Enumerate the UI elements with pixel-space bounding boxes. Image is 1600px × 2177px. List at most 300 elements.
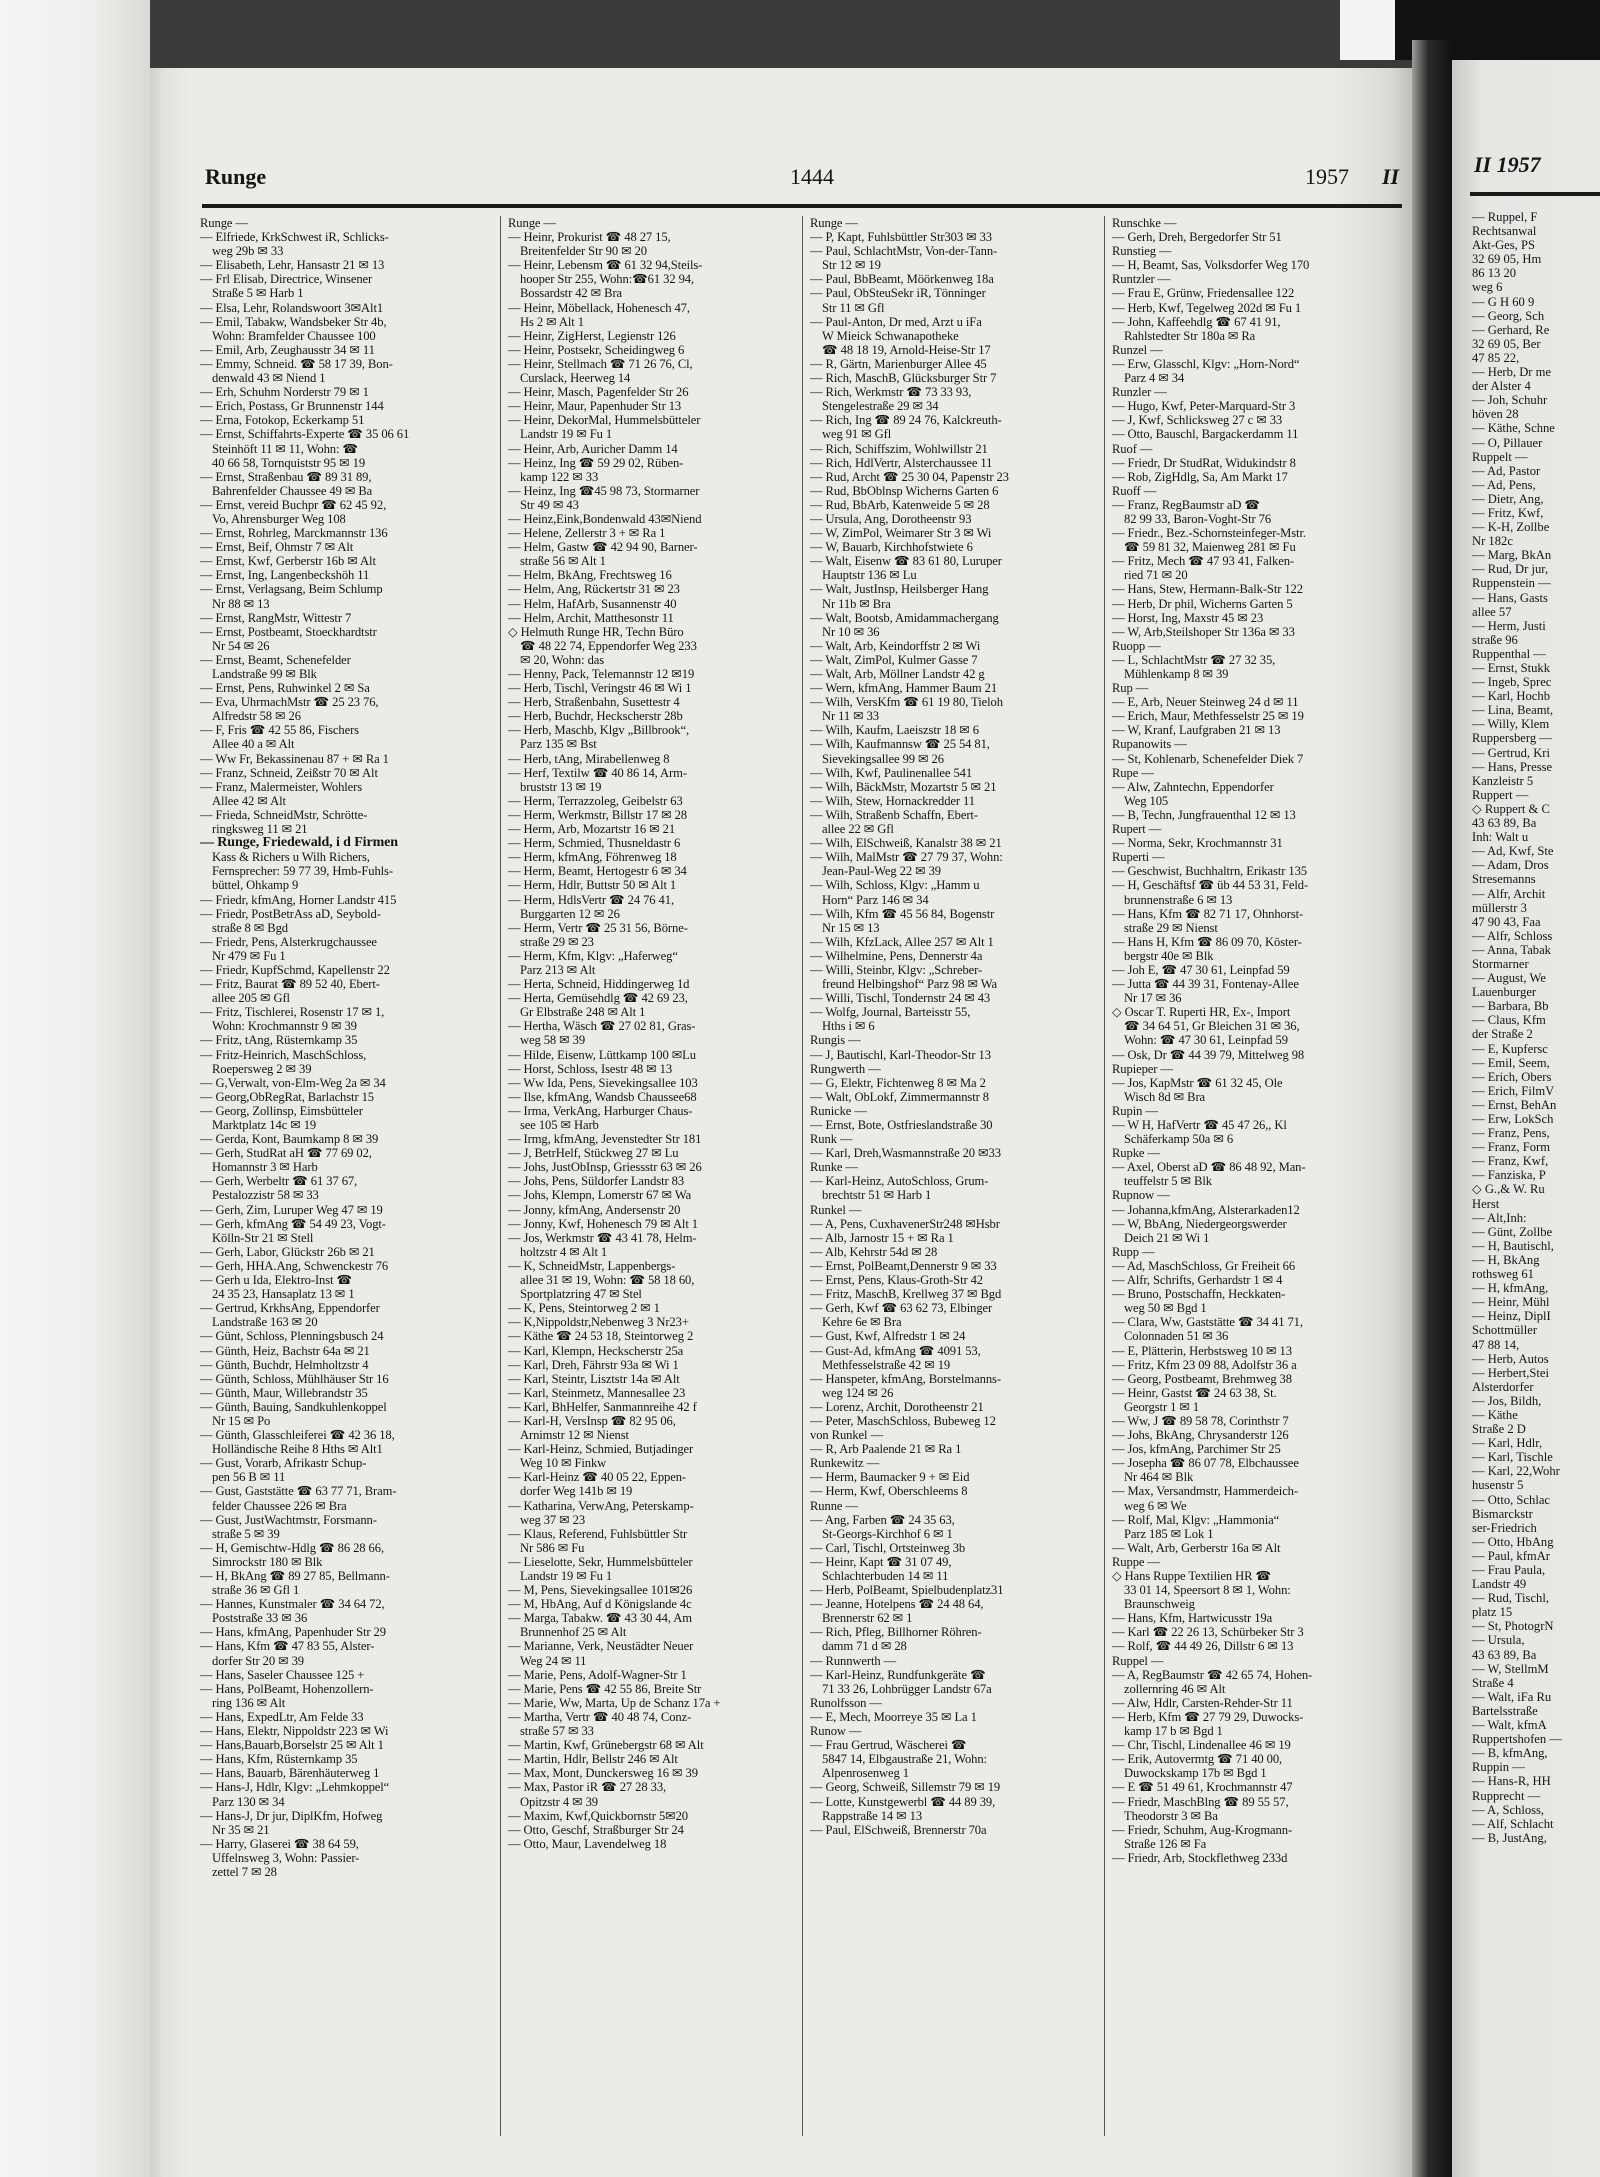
directory-entry-line: — Herf, Textilw ☎ 40 86 14, Arm- bbox=[508, 765, 687, 780]
directory-entry-line: — Ww Fr, Bekassinenau 87 + ✉ Ra 1 bbox=[200, 751, 389, 766]
directory-entry-line: — Lorenz, Archit, Dorotheenstr 21 bbox=[810, 1399, 984, 1414]
directory-entry-line: Kehre 6e ✉ Bra bbox=[822, 1315, 902, 1330]
directory-entry-line: Wohn: Krochmannstr 9 ✉ 39 bbox=[212, 1019, 357, 1034]
directory-entry-line: — Johs, BkAng, Chrysanderstr 126 bbox=[1112, 1428, 1289, 1443]
directory-entry-line: — Wilh, Straßenb Schaffn, Ebert- bbox=[810, 807, 978, 822]
directory-entry-line: — Heinr, Maur, Papenhuder Str 13 bbox=[508, 399, 682, 414]
directory-entry-line: — Hans H, Kfm ☎ 86 09 70, Köster- bbox=[1112, 934, 1302, 949]
facing-entry-line: — A, Schloss, bbox=[1472, 1802, 1545, 1817]
directory-entry-line: — Wilh, BäckMstr, Mozartstr 5 ✉ 21 bbox=[810, 779, 997, 794]
directory-entry-line: ried 71 ✉ 20 bbox=[1124, 568, 1188, 583]
directory-entry-line: — Alw, Zahntechn, Eppendorfer bbox=[1112, 779, 1274, 794]
directory-entry-line: bergstr 40e ✉ Blk bbox=[1124, 948, 1214, 963]
directory-entry-line: — Heinr, Kapt ☎ 31 07 49, bbox=[810, 1554, 952, 1569]
directory-entry-line: Alfredstr 58 ✉ 26 bbox=[212, 709, 301, 724]
facing-entry-line: Bismarckstr bbox=[1472, 1506, 1533, 1521]
directory-entry-line: — Hilde, Eisenw, Lüttkamp 100 ✉Lu bbox=[508, 1047, 696, 1062]
facing-entry-line: — Otto, Schlac bbox=[1472, 1492, 1550, 1507]
directory-entry-line: — Klaus, Referend, Fuhlsbüttler Str bbox=[508, 1526, 688, 1541]
directory-entry-line: Nr 479 ✉ Fu 1 bbox=[212, 948, 286, 963]
directory-entry-line: — Paul, SchlachtMstr, Von-der-Tann- bbox=[810, 244, 998, 259]
directory-entry-line: — Gust, Kwf, Alfredstr 1 ✉ 24 bbox=[810, 1329, 966, 1344]
directory-entry-line: — K,Nippoldstr,Nebenweg 3 Nr23+ bbox=[508, 1315, 689, 1330]
facing-entry-line: — August, We bbox=[1472, 971, 1546, 986]
directory-entry-line: — E, Plätterin, Herbstsweg 10 ✉ 13 bbox=[1112, 1343, 1292, 1358]
directory-entry-line: — L, SchlachtMstr ☎ 27 32 35, bbox=[1112, 652, 1276, 667]
directory-entry-line: — Günth, Schloss, Mühlhäuser Str 16 bbox=[200, 1371, 389, 1386]
facing-entry-line: Stormarner bbox=[1472, 956, 1529, 971]
directory-entry-line: — Fritz, Kfm 23 09 88, Adolfstr 36 a bbox=[1112, 1357, 1297, 1372]
directory-entry-line: Schäferkamp 50a ✉ 6 bbox=[1124, 1132, 1234, 1147]
facing-entry-line: — Rud, Dr jur, bbox=[1472, 562, 1549, 577]
column-divider bbox=[500, 216, 501, 2136]
directory-entry-line: — Marie, Pens ☎ 42 55 86, Breite Str bbox=[508, 1681, 702, 1696]
facing-entry-line: — Käthe, Schne bbox=[1472, 421, 1555, 436]
directory-entry-line: — Walt, Arb, Gerberstr 16a ✉ Alt bbox=[1112, 1540, 1281, 1555]
directory-entry-line: — Gerh, Labor, Glückstr 26b ✉ 21 bbox=[200, 1244, 375, 1259]
facing-entry-line: — Barbara, Bb bbox=[1472, 999, 1549, 1014]
facing-entry-line: — Joh, Schuhr bbox=[1472, 393, 1548, 408]
facing-entry-line: müllerstr 3 bbox=[1472, 900, 1527, 915]
directory-entry-line: — Günth, Maur, Willebrandstr 35 bbox=[200, 1385, 368, 1400]
directory-entry-line: weg 37 ✉ 23 bbox=[520, 1512, 586, 1527]
directory-entry-line: Landstraße 99 ✉ Blk bbox=[212, 667, 317, 681]
directory-entry-line: — Jos, Werkmstr ☎ 43 41 78, Helm- bbox=[508, 1230, 697, 1245]
directory-entry-line: straße 36 ✉ Gfl 1 bbox=[212, 1583, 300, 1598]
facing-entry-line: — Alf, Schlacht bbox=[1472, 1816, 1554, 1831]
facing-entry-line: — Hans-R, HH bbox=[1472, 1774, 1551, 1789]
directory-entry-line: — Hannes, Kunstmaler ☎ 34 64 72, bbox=[200, 1597, 385, 1612]
directory-entry-line: Parz 4 ✉ 34 bbox=[1124, 371, 1185, 386]
directory-entry-line: — Helm, HafArb, Susannenstr 40 bbox=[508, 596, 677, 611]
directory-entry-line: — Hugo, Kwf, Peter-Marquard-Str 3 bbox=[1112, 399, 1296, 414]
directory-entry-line: — Friedr, Schuhm, Aug-Krogmann- bbox=[1112, 1822, 1293, 1837]
directory-entry-line: Nr 11b ✉ Bra bbox=[822, 596, 891, 611]
directory-entry-line: Kass & Richers u Wilh Richers, bbox=[212, 850, 370, 865]
directory-entry-line: — Wilh, Kwf, Paulinenallee 541 bbox=[810, 765, 973, 780]
facing-entry-line: — Ernst, BehAn bbox=[1472, 1097, 1557, 1112]
directory-entry-line: — Alb, Kehrstr 54d ✉ 28 bbox=[810, 1244, 938, 1259]
directory-entry-line: — Max, Versandmstr, Hammerdeich- bbox=[1112, 1484, 1298, 1499]
facing-entry-line: — H, Bautischl, bbox=[1472, 1238, 1554, 1253]
directory-entry-line: Allee 42 ✉ Alt bbox=[212, 793, 286, 808]
directory-entry-line: — Hans, Saseler Chaussee 125 + bbox=[200, 1667, 365, 1682]
facing-entry-line: — Herm, Justi bbox=[1472, 618, 1546, 633]
directory-entry-line: Hs 2 ✉ Alt 1 bbox=[520, 314, 584, 329]
directory-entry-line: Mühlenkamp 8 ✉ 39 bbox=[1124, 667, 1229, 681]
directory-entry-line: — Walt, Arb, Keindorffstr 2 ✉ Wi bbox=[810, 638, 981, 653]
directory-entry-line: — Jos, KapMstr ☎ 61 32 45, Ole bbox=[1112, 1075, 1283, 1090]
facing-entry-line: — Herb, Dr me bbox=[1472, 365, 1552, 380]
directory-entry-line: — Johs, JustObInsp, Griessstr 63 ✉ 26 bbox=[508, 1160, 702, 1175]
facing-entry-line: Ruppin — bbox=[1472, 1760, 1525, 1775]
directory-entry-line: — Martin, Kwf, Grünebergstr 68 ✉ Alt bbox=[508, 1738, 704, 1753]
directory-column-3 bbox=[810, 216, 1102, 1837]
directory-entry-line: — Georg, Zollinsp, Eimsbütteler bbox=[200, 1103, 363, 1118]
directory-entry-line: — Friedr, MaschBlng ☎ 89 55 57, bbox=[1112, 1794, 1289, 1809]
directory-entry-line: Fernsprecher: 59 77 39, Hmb-Fuhls- bbox=[212, 864, 393, 879]
directory-entry-line: Jean-Paul-Weg 22 ✉ 39 bbox=[822, 864, 942, 879]
directory-entry-line: — W, Arb,Steilshoper Str 136a ✉ 33 bbox=[1112, 624, 1295, 639]
facing-entry-line: Rechtsanwal bbox=[1472, 224, 1537, 239]
directory-entry-line: — Gust-Ad, kfmAng ☎ 4091 53, bbox=[810, 1343, 981, 1358]
directory-entry-line: — Walt, JustInsp, Heilsberger Hang bbox=[810, 582, 989, 597]
directory-entry-line: Homannstr 3 ✉ Harb bbox=[212, 1160, 318, 1175]
directory-entry-line: — Martha, Vertr ☎ 40 48 74, Conz- bbox=[508, 1709, 692, 1724]
directory-entry-line: Pestalozzistr 58 ✉ 33 bbox=[212, 1188, 319, 1203]
directory-entry-line: — Marga, Tabakw. ☎ 43 30 44, Am bbox=[508, 1611, 692, 1626]
directory-entry-line: Parz 135 ✉ Bst bbox=[520, 737, 597, 752]
facing-entry-line: Alsterdorfer bbox=[1472, 1379, 1534, 1394]
directory-entry-line: — Gust, Vorarb, Afrikastr Schup- bbox=[200, 1456, 367, 1471]
directory-entry-line: — Wilh, Kaufm, Laeiszstr 18 ✉ 6 bbox=[810, 723, 980, 738]
facing-entry-line: Nr 182c bbox=[1472, 534, 1513, 549]
directory-entry-line: Runschke — bbox=[1112, 216, 1177, 230]
facing-entry-line: — W, StellmM bbox=[1472, 1661, 1549, 1676]
directory-entry-line: straße 29 ✉ Nienst bbox=[1124, 920, 1218, 935]
directory-column-4 bbox=[1112, 216, 1404, 1865]
directory-entry-line: Wohn: Bramfelder Chaussee 100 bbox=[212, 328, 376, 343]
directory-entry-line: — Ang, Farben ☎ 24 35 63, bbox=[810, 1512, 955, 1527]
facing-entry-line: 32 69 05, Hm bbox=[1472, 252, 1542, 267]
directory-entry-line: — Karl-Heinz, AutoSchloss, Grum- bbox=[810, 1174, 989, 1189]
facing-entry-line: — Ernst, Stukk bbox=[1472, 661, 1551, 675]
directory-entry-line: — Irma, VerkAng, Harburger Chaus- bbox=[508, 1103, 693, 1118]
directory-entry-line: — Rich, Ing ☎ 89 24 76, Kalckreuth- bbox=[810, 413, 1002, 428]
directory-entry-line: — Runnwerth — bbox=[810, 1653, 897, 1668]
directory-entry-line: — W, ZimPol, Weimarer Str 3 ✉ Wi bbox=[810, 526, 992, 541]
directory-entry-line: Sievekingsallee 99 ✉ 26 bbox=[822, 751, 944, 766]
directory-entry-line: kamp 17 b ✉ Bgd 1 bbox=[1124, 1724, 1223, 1739]
facing-entry-line: der Alster 4 bbox=[1472, 379, 1531, 394]
directory-entry-line: — Hans, Elektr, Nippoldstr 223 ✉ Wi bbox=[200, 1724, 389, 1739]
directory-entry-line: — Rud, Archt ☎ 25 30 04, Papenstr 23 bbox=[810, 469, 1009, 484]
directory-entry-line: von Runkel — bbox=[810, 1428, 883, 1443]
directory-entry-line: Runicke — bbox=[810, 1103, 867, 1118]
facing-entry-line: — Frau Paula, bbox=[1472, 1563, 1546, 1577]
directory-entry-line: Rup — bbox=[1112, 681, 1149, 696]
directory-entry-line: — Karl, Dreh, Fährstr 93a ✉ Wi 1 bbox=[508, 1357, 679, 1372]
facing-entry-line: — Erw, LokSch bbox=[1472, 1112, 1554, 1126]
directory-entry-line: — Wilh, MalMstr ☎ 27 79 37, Wohn: bbox=[810, 850, 1003, 865]
directory-entry-line: — Walt, ObLokf, Zimmermannstr 8 bbox=[810, 1089, 989, 1104]
facing-entry-line: — Karl, Tischle bbox=[1472, 1450, 1553, 1465]
directory-entry-line: ☎ 48 18 19, Arnold-Heise-Str 17 bbox=[822, 342, 991, 357]
directory-entry-line: — Herm, HdlsVertr ☎ 24 76 41, bbox=[508, 892, 674, 907]
directory-entry-line: Ruperti — bbox=[1112, 850, 1165, 865]
directory-entry-line: hooper Str 255, Wohn:☎61 32 94, bbox=[520, 272, 695, 287]
directory-entry-line: — Wilh, ElSchweiß, Kanalstr 38 ✉ 21 bbox=[810, 836, 1002, 851]
directory-entry-line: Runkewitz — bbox=[810, 1456, 880, 1471]
directory-entry-line: — Herm, Terrazzoleg, Geibelstr 63 bbox=[508, 793, 683, 808]
directory-entry-line: — Frau E, Grünw, Friedensallee 122 bbox=[1112, 286, 1295, 301]
directory-entry-line: 24 35 23, Hansaplatz 13 ✉ 1 bbox=[212, 1287, 355, 1302]
directory-entry-line: — Wilhelmine, Pens, Dennerstr 4a bbox=[810, 948, 983, 963]
column-divider bbox=[802, 216, 803, 2136]
directory-entry-line: — Gust, JustWachtmstr, Forsmann- bbox=[200, 1512, 377, 1527]
directory-entry-line: — G, Elektr, Fichtenweg 8 ✉ Ma 2 bbox=[810, 1075, 986, 1090]
directory-entry-line: zettel 7 ✉ 28 bbox=[212, 1864, 277, 1879]
directory-entry-line: — Horst, Schloss, Isestr 48 ✉ 13 bbox=[508, 1061, 673, 1076]
facing-entry-line: rothsweg 61 bbox=[1472, 1267, 1534, 1282]
facing-entry-line: Kanzleistr 5 bbox=[1472, 773, 1534, 788]
facing-entry-line: ser-Friedrich bbox=[1472, 1520, 1537, 1535]
directory-entry-line: — Runge, Friedewald, i d Firmen bbox=[200, 836, 398, 851]
directory-entry-line: — Ernst, RangMstr, Wittestr 7 bbox=[200, 610, 352, 625]
facing-entry-line: — Gerhard, Re bbox=[1472, 322, 1550, 337]
facing-entry-line: Ruppersberg — bbox=[1472, 731, 1552, 746]
directory-entry-line: — Günth, Bauing, Sandkuhlenkoppel bbox=[200, 1399, 387, 1414]
directory-entry-line: — G,Verwalt, von-Elm-Weg 2a ✉ 34 bbox=[200, 1075, 386, 1090]
directory-entry-line: — Ernst, Bote, Ostfrieslandstraße 30 bbox=[810, 1118, 993, 1132]
directory-entry-line: Landstr 19 ✉ Fu 1 bbox=[520, 427, 613, 442]
directory-entry-line: Ruppel — bbox=[1112, 1653, 1164, 1668]
directory-entry-line: — Hans, ExpedLtr, Am Felde 33 bbox=[200, 1709, 364, 1724]
facing-entry-line: — Paul, kfmAr bbox=[1472, 1548, 1551, 1563]
directory-entry-line: Horn“ Parz 146 ✉ 34 bbox=[822, 892, 929, 907]
directory-entry-line: Runne — bbox=[810, 1498, 858, 1513]
directory-page bbox=[150, 68, 1412, 2177]
directory-entry-line: damm 71 d ✉ 28 bbox=[822, 1639, 907, 1654]
directory-entry-line: — Alb, Jarnostr 15 + ✉ Ra 1 bbox=[810, 1230, 954, 1245]
directory-entry-line: — F, Fris ☎ 42 55 86, Fischers bbox=[200, 723, 359, 738]
directory-entry-line: — A, Pens, CuxhavenerStr248 ✉Hsbr bbox=[810, 1216, 1000, 1231]
directory-entry-line: St-Georgs-Kirchhof 6 ✉ 1 bbox=[822, 1526, 953, 1541]
directory-entry-line: Parz 213 ✉ Alt bbox=[520, 962, 596, 977]
directory-entry-line: — Norma, Sekr, Krochmannstr 31 bbox=[1112, 836, 1283, 851]
directory-entry-line: Runzler — bbox=[1112, 385, 1167, 400]
directory-entry-line: Runkel — bbox=[810, 1202, 862, 1217]
directory-entry-line: ☎ 59 81 32, Maienweg 281 ✉ Fu bbox=[1124, 540, 1296, 555]
directory-entry-line: — Alw, Hdlr, Carsten-Rehder-Str 11 bbox=[1112, 1695, 1293, 1710]
facing-entry-line: Ruppert — bbox=[1472, 787, 1529, 802]
directory-entry-line: Kölln-Str 21 ✉ Stell bbox=[212, 1230, 314, 1245]
directory-entry-line: weg 124 ✉ 26 bbox=[822, 1385, 894, 1400]
directory-entry-line: Uffelnsweg 3, Wohn: Passier- bbox=[212, 1850, 360, 1865]
directory-entry-line: Bahrenfelder Chaussee 49 ✉ Ba bbox=[212, 483, 373, 498]
facing-entry-line: — Ursula, bbox=[1472, 1633, 1525, 1648]
directory-entry-line: — Walt, Arb, Möllner Landstr 42 g bbox=[810, 667, 985, 681]
directory-entry-line: — Herb, tAng, Mirabellenweg 8 bbox=[508, 751, 670, 766]
directory-entry-line: — Paul-Anton, Dr med, Arzt u iFa bbox=[810, 314, 982, 329]
facing-entry-line: 47 90 43, Faa bbox=[1472, 914, 1541, 929]
directory-entry-line: — H, Geschäftsf ☎ üb 44 53 31, Feld- bbox=[1112, 878, 1309, 893]
directory-entry-line: — Geschwist, Buchhaltrn, Erikastr 135 bbox=[1112, 864, 1307, 879]
directory-entry-line: — Max, Pastor iR ☎ 27 28 33, bbox=[508, 1780, 667, 1795]
directory-entry-line: — Herb, Kfm ☎ 27 79 29, Duwocks- bbox=[1112, 1709, 1304, 1724]
directory-entry-line: see 105 ✉ Harb bbox=[520, 1118, 599, 1132]
directory-entry-line: — Erw, Glasschl, Klgv: „Horn-Nord“ bbox=[1112, 356, 1300, 371]
facing-entry-line: — K-H, Zollbe bbox=[1472, 520, 1550, 535]
directory-entry-line: — Fritz, MaschB, Krellweg 37 ✉ Bgd bbox=[810, 1287, 1002, 1302]
directory-entry-line: — Herm, Schmied, Thusneldastr 6 bbox=[508, 836, 681, 851]
directory-entry-line: — Hans, Kfm ☎ 47 83 55, Alster- bbox=[200, 1639, 375, 1654]
directory-entry-line: — Ernst, Pens, Ruhwinkel 2 ✉ Sa bbox=[200, 681, 370, 696]
directory-entry-line: Nr 10 ✉ 36 bbox=[822, 624, 880, 639]
directory-entry-line: — Joh E, ☎ 47 30 61, Leinpfad 59 bbox=[1112, 962, 1290, 977]
facing-entry-line: Ruppertshofen — bbox=[1472, 1732, 1562, 1747]
directory-entry-line: straße 8 ✉ Bgd bbox=[212, 920, 288, 935]
directory-entry-line: — Eva, UhrmachMstr ☎ 25 23 76, bbox=[200, 695, 379, 710]
directory-entry-line: Gr Elbstraße 248 ✉ Alt 1 bbox=[520, 1005, 646, 1020]
directory-entry-line: — Elisabeth, Lehr, Hansastr 21 ✉ 13 bbox=[200, 258, 385, 273]
directory-entry-line: — Ernst, Beif, Ohmstr 7 ✉ Alt bbox=[200, 540, 354, 555]
facing-entry-line: — Karl, Hochb bbox=[1472, 689, 1550, 704]
directory-entry-line: — Gust, Gaststätte ☎ 63 77 71, Bram- bbox=[200, 1484, 397, 1499]
facing-entry-line: — Otto, HbAng bbox=[1472, 1534, 1554, 1549]
directory-entry-line: — Karl, Dreh,Wasmannstraße 20 ✉33 bbox=[810, 1146, 1001, 1161]
facing-entry-line: — Claus, Kfm bbox=[1472, 1013, 1546, 1028]
directory-entry-line: — Herb, Buchdr, Heckscherstr 28b bbox=[508, 709, 683, 724]
facing-entry-line: 47 85 22, bbox=[1472, 350, 1520, 365]
directory-entry-line: ◇ Hans Ruppe Textilien HR ☎ bbox=[1112, 1569, 1272, 1583]
facing-entry-line: — H, kfmAng, bbox=[1472, 1281, 1549, 1296]
facing-entry-line: ◇ Ruppert & C bbox=[1472, 801, 1550, 816]
directory-entry-line: Vo, Ahrensburger Weg 108 bbox=[212, 511, 346, 526]
directory-entry-line: — Georg, Postbeamt, Brehmweg 38 bbox=[1112, 1371, 1292, 1386]
directory-entry-line: — E ☎ 51 49 61, Krochmannstr 47 bbox=[1112, 1780, 1293, 1795]
directory-entry-line: — Ernst, Postbeamt, Stoeckhardtstr bbox=[200, 624, 377, 639]
directory-entry-line: Nr 35 ✉ 21 bbox=[212, 1822, 270, 1837]
directory-entry-line: — Ilse, kfmAng, Wandsb Chaussee68 bbox=[508, 1089, 697, 1104]
directory-entry-line: — Herta, Schneid, Hiddingerweg 1d bbox=[508, 977, 690, 992]
directory-entry-line: Roepersweg 2 ✉ 39 bbox=[212, 1061, 312, 1076]
directory-entry-line: — Horst, Ing, Maxstr 45 ✉ 23 bbox=[1112, 610, 1264, 625]
directory-entry-line: — Friedr, PostBetrAss aD, Seybold- bbox=[200, 906, 381, 921]
facing-entry-line: husenstr 5 bbox=[1472, 1478, 1524, 1493]
directory-entry-line: — Willi, Steinbr, Klgv: „Schreber- bbox=[810, 962, 983, 977]
directory-entry-line: — H, Beamt, Sas, Volksdorfer Weg 170 bbox=[1112, 258, 1310, 273]
directory-entry-line: — Fritz-Heinrich, MaschSchloss, bbox=[200, 1047, 367, 1062]
directory-entry-line: — Rich, MaschB, Glücksburger Str 7 bbox=[810, 371, 997, 386]
directory-entry-line: — Hans,Bauarb,Borselstr 25 ✉ Alt 1 bbox=[200, 1738, 384, 1753]
facing-entry-line: — B, JustAng, bbox=[1472, 1830, 1547, 1845]
facing-entry-line: — Franz, Pens, bbox=[1472, 1126, 1550, 1141]
directory-entry-line: — Fritz, Baurat ☎ 89 52 40, Ebert- bbox=[200, 977, 380, 992]
directory-entry-line: bruststr 13 ✉ 19 bbox=[520, 779, 602, 794]
directory-entry-line: Rupin — bbox=[1112, 1103, 1158, 1118]
directory-entry-line: 82 99 33, Baron-Voght-Str 76 bbox=[1124, 511, 1272, 526]
directory-entry-line: — Günth, Buchdr, Helmholtzstr 4 bbox=[200, 1357, 369, 1372]
directory-entry-line: — Ww, J ☎ 89 58 78, Corinthstr 7 bbox=[1112, 1413, 1289, 1428]
facing-entry-line: — Hans, Gasts bbox=[1472, 590, 1548, 605]
directory-entry-line: 40 66 58, Tornquiststr 95 ✉ 19 bbox=[212, 455, 366, 470]
directory-entry-line: — Walt, Eisenw ☎ 83 61 80, Luruper bbox=[810, 554, 1002, 569]
directory-entry-line: — Franz, RegBaumstr aD ☎ bbox=[1112, 497, 1260, 512]
directory-entry-line: — Herm, Kfm, Klgv: „Haferweg“ bbox=[508, 948, 678, 963]
directory-entry-line: — Fritz, Tischlerei, Rosenstr 17 ✉ 1, bbox=[200, 1005, 385, 1020]
directory-entry-line: — Heinz, Ing ☎ 59 29 02, Rüben- bbox=[508, 455, 684, 470]
directory-column-2 bbox=[508, 216, 800, 1851]
directory-entry-line: — Johs, Pens, Süldorfer Landstr 83 bbox=[508, 1174, 685, 1189]
directory-entry-line: — H, Gemischtw-Hdlg ☎ 86 28 66, bbox=[200, 1540, 384, 1555]
directory-entry-line: — Karl, Steintr, Lisztstr 14a ✉ Alt bbox=[508, 1371, 680, 1386]
directory-entry-line: — Frau Gertrud, Wäscherei ☎ bbox=[810, 1738, 967, 1753]
directory-entry-line: — Karl ☎ 22 26 13, Schürbeker Str 3 bbox=[1112, 1625, 1304, 1640]
directory-entry-line: Nr 586 ✉ Fu bbox=[520, 1540, 585, 1555]
directory-entry-line: — Herm, Beamt, Hertogestr 6 ✉ 34 bbox=[508, 864, 687, 879]
directory-entry-line: — Hans, Stew, Hermann-Balk-Str 122 bbox=[1112, 582, 1303, 597]
directory-entry-line: — Johanna,kfmAng, Alsterarkaden12 bbox=[1112, 1202, 1300, 1217]
directory-entry-line: ringksweg 11 ✉ 21 bbox=[212, 822, 308, 837]
directory-entry-line: Rupieper — bbox=[1112, 1061, 1173, 1076]
directory-entry-line: — Ernst, Straßenbau ☎ 89 31 89, bbox=[200, 469, 372, 484]
facing-entry-line: — Rud, Tischl, bbox=[1472, 1591, 1549, 1606]
facing-entry-line: — Franz, Form bbox=[1472, 1140, 1551, 1155]
directory-entry-line: Runk — bbox=[810, 1132, 853, 1147]
facing-entry-line: 43 63 89, Ba bbox=[1472, 816, 1537, 831]
directory-entry-line: — Emmy, Schneid. ☎ 58 17 39, Bon- bbox=[200, 356, 393, 371]
directory-entry-line: — Wilh, Kaufmannsw ☎ 25 54 81, bbox=[810, 737, 990, 752]
facing-entry-line: — Heinz, DiplI bbox=[1472, 1309, 1551, 1324]
directory-entry-line: — M, HbAng, Auf d Königslande 4c bbox=[508, 1597, 692, 1612]
directory-entry-line: — Walt, ZimPol, Kulmer Gasse 7 bbox=[810, 652, 978, 667]
directory-entry-line: — R, Arb Paalende 21 ✉ Ra 1 bbox=[810, 1442, 962, 1457]
directory-entry-line: Runow — bbox=[810, 1724, 862, 1739]
directory-entry-line: — Gerh, Kwf ☎ 63 62 73, Elbinger bbox=[810, 1301, 993, 1316]
header-rule bbox=[202, 204, 1402, 208]
facing-entry-line: — Erich, FilmV bbox=[1472, 1083, 1555, 1098]
facing-entry-line: Landstr 49 bbox=[1472, 1577, 1527, 1592]
directory-entry-line: — Georg, Schweiß, Sillemstr 79 ✉ 19 bbox=[810, 1780, 1001, 1795]
directory-entry-line: — Heinr, DekorMal, Hummelsbütteler bbox=[508, 413, 701, 428]
directory-entry-line: — Gerh, kfmAng ☎ 54 49 23, Vogt- bbox=[200, 1216, 386, 1231]
directory-entry-line: Landstraße 163 ✉ 20 bbox=[212, 1315, 318, 1330]
directory-entry-line: — Ernst, Schiffahrts-Experte ☎ 35 06 61 bbox=[200, 427, 410, 442]
directory-entry-line: — Gerh, HHA.Ang, Schwenckestr 76 bbox=[200, 1258, 389, 1273]
directory-entry-line: — Wilh, Schloss, Klgv: „Hamm u bbox=[810, 878, 980, 893]
directory-entry-line: — Erik, Autovermtg ☎ 71 40 00, bbox=[1112, 1752, 1283, 1767]
facing-entry-line: — Ingeb, Sprec bbox=[1472, 675, 1552, 690]
directory-entry-line: — Frieda, SchneidMstr, Schrötte- bbox=[200, 807, 368, 822]
directory-entry-line: — Rich, Werkmstr ☎ 73 33 93, bbox=[810, 385, 972, 400]
running-header-name: Runge bbox=[205, 164, 267, 189]
directory-entry-line: — Franz, Schneid, Zeißstr 70 ✉ Alt bbox=[200, 765, 378, 780]
directory-entry-line: — Ad, MaschSchloss, Gr Freiheit 66 bbox=[1112, 1258, 1296, 1273]
directory-entry-line: — Peter, MaschSchloss, Bubeweg 12 bbox=[810, 1413, 996, 1428]
directory-entry-line: pen 56 B ✉ 11 bbox=[212, 1470, 286, 1485]
directory-entry-line: 33 01 14, Speersort 8 ✉ 1, Wohn: bbox=[1124, 1583, 1291, 1598]
directory-entry-line: — Helm, Archit, Matthesonstr 11 bbox=[508, 610, 674, 625]
directory-entry-line: Runzel — bbox=[1112, 342, 1163, 357]
directory-entry-line: — Ww Ida, Pens, Sievekingsallee 103 bbox=[508, 1075, 698, 1090]
facing-entry-line: — Ruppel, F bbox=[1472, 210, 1538, 224]
directory-entry-line: Braunschweig bbox=[1124, 1597, 1195, 1612]
facing-page-rule bbox=[1470, 192, 1600, 196]
facing-entry-line: Straße 4 bbox=[1472, 1675, 1514, 1690]
directory-entry-line: Hauptstr 136 ✉ Lu bbox=[822, 568, 917, 583]
directory-entry-line: — Frl Elisab, Directrice, Winsener bbox=[200, 272, 373, 287]
facing-entry-line: — Fanziska, P bbox=[1472, 1168, 1546, 1183]
directory-entry-line: Methfesselstraße 42 ✉ 19 bbox=[822, 1357, 951, 1372]
directory-entry-line: Breitenfelder Str 90 ✉ 20 bbox=[520, 244, 647, 259]
directory-entry-line: allee 22 ✉ Gfl bbox=[822, 822, 894, 837]
facing-entry-line: Ruppelt — bbox=[1472, 449, 1528, 464]
facing-entry-line: Straße 2 D bbox=[1472, 1422, 1526, 1437]
directory-entry-line: — Herb, Kwf, Tegelweg 202d ✉ Fu 1 bbox=[1112, 300, 1302, 315]
facing-entry-line: — Günt, Zollbe bbox=[1472, 1224, 1553, 1239]
facing-entry-line: — Dietr, Ang, bbox=[1472, 491, 1544, 506]
directory-entry-line: Runolfsson — bbox=[810, 1695, 882, 1710]
directory-entry-line: Theodorstr 3 ✉ Ba bbox=[1124, 1808, 1218, 1823]
directory-entry-line: — Hanspeter, kfmAng, Borstelmanns- bbox=[810, 1371, 1001, 1386]
directory-entry-line: Burggarten 12 ✉ 26 bbox=[520, 906, 620, 921]
directory-entry-line: Ruopp — bbox=[1112, 638, 1161, 653]
facing-entry-line: — Alfr, Schloss bbox=[1472, 928, 1553, 943]
directory-entry-line: — Marianne, Verk, Neustädter Neuer bbox=[508, 1639, 694, 1654]
directory-entry-line: — Herb, Tischl, Veringstr 46 ✉ Wi 1 bbox=[508, 681, 692, 696]
directory-entry-line: — Gerda, Kont, Baumkamp 8 ✉ 39 bbox=[200, 1132, 379, 1147]
